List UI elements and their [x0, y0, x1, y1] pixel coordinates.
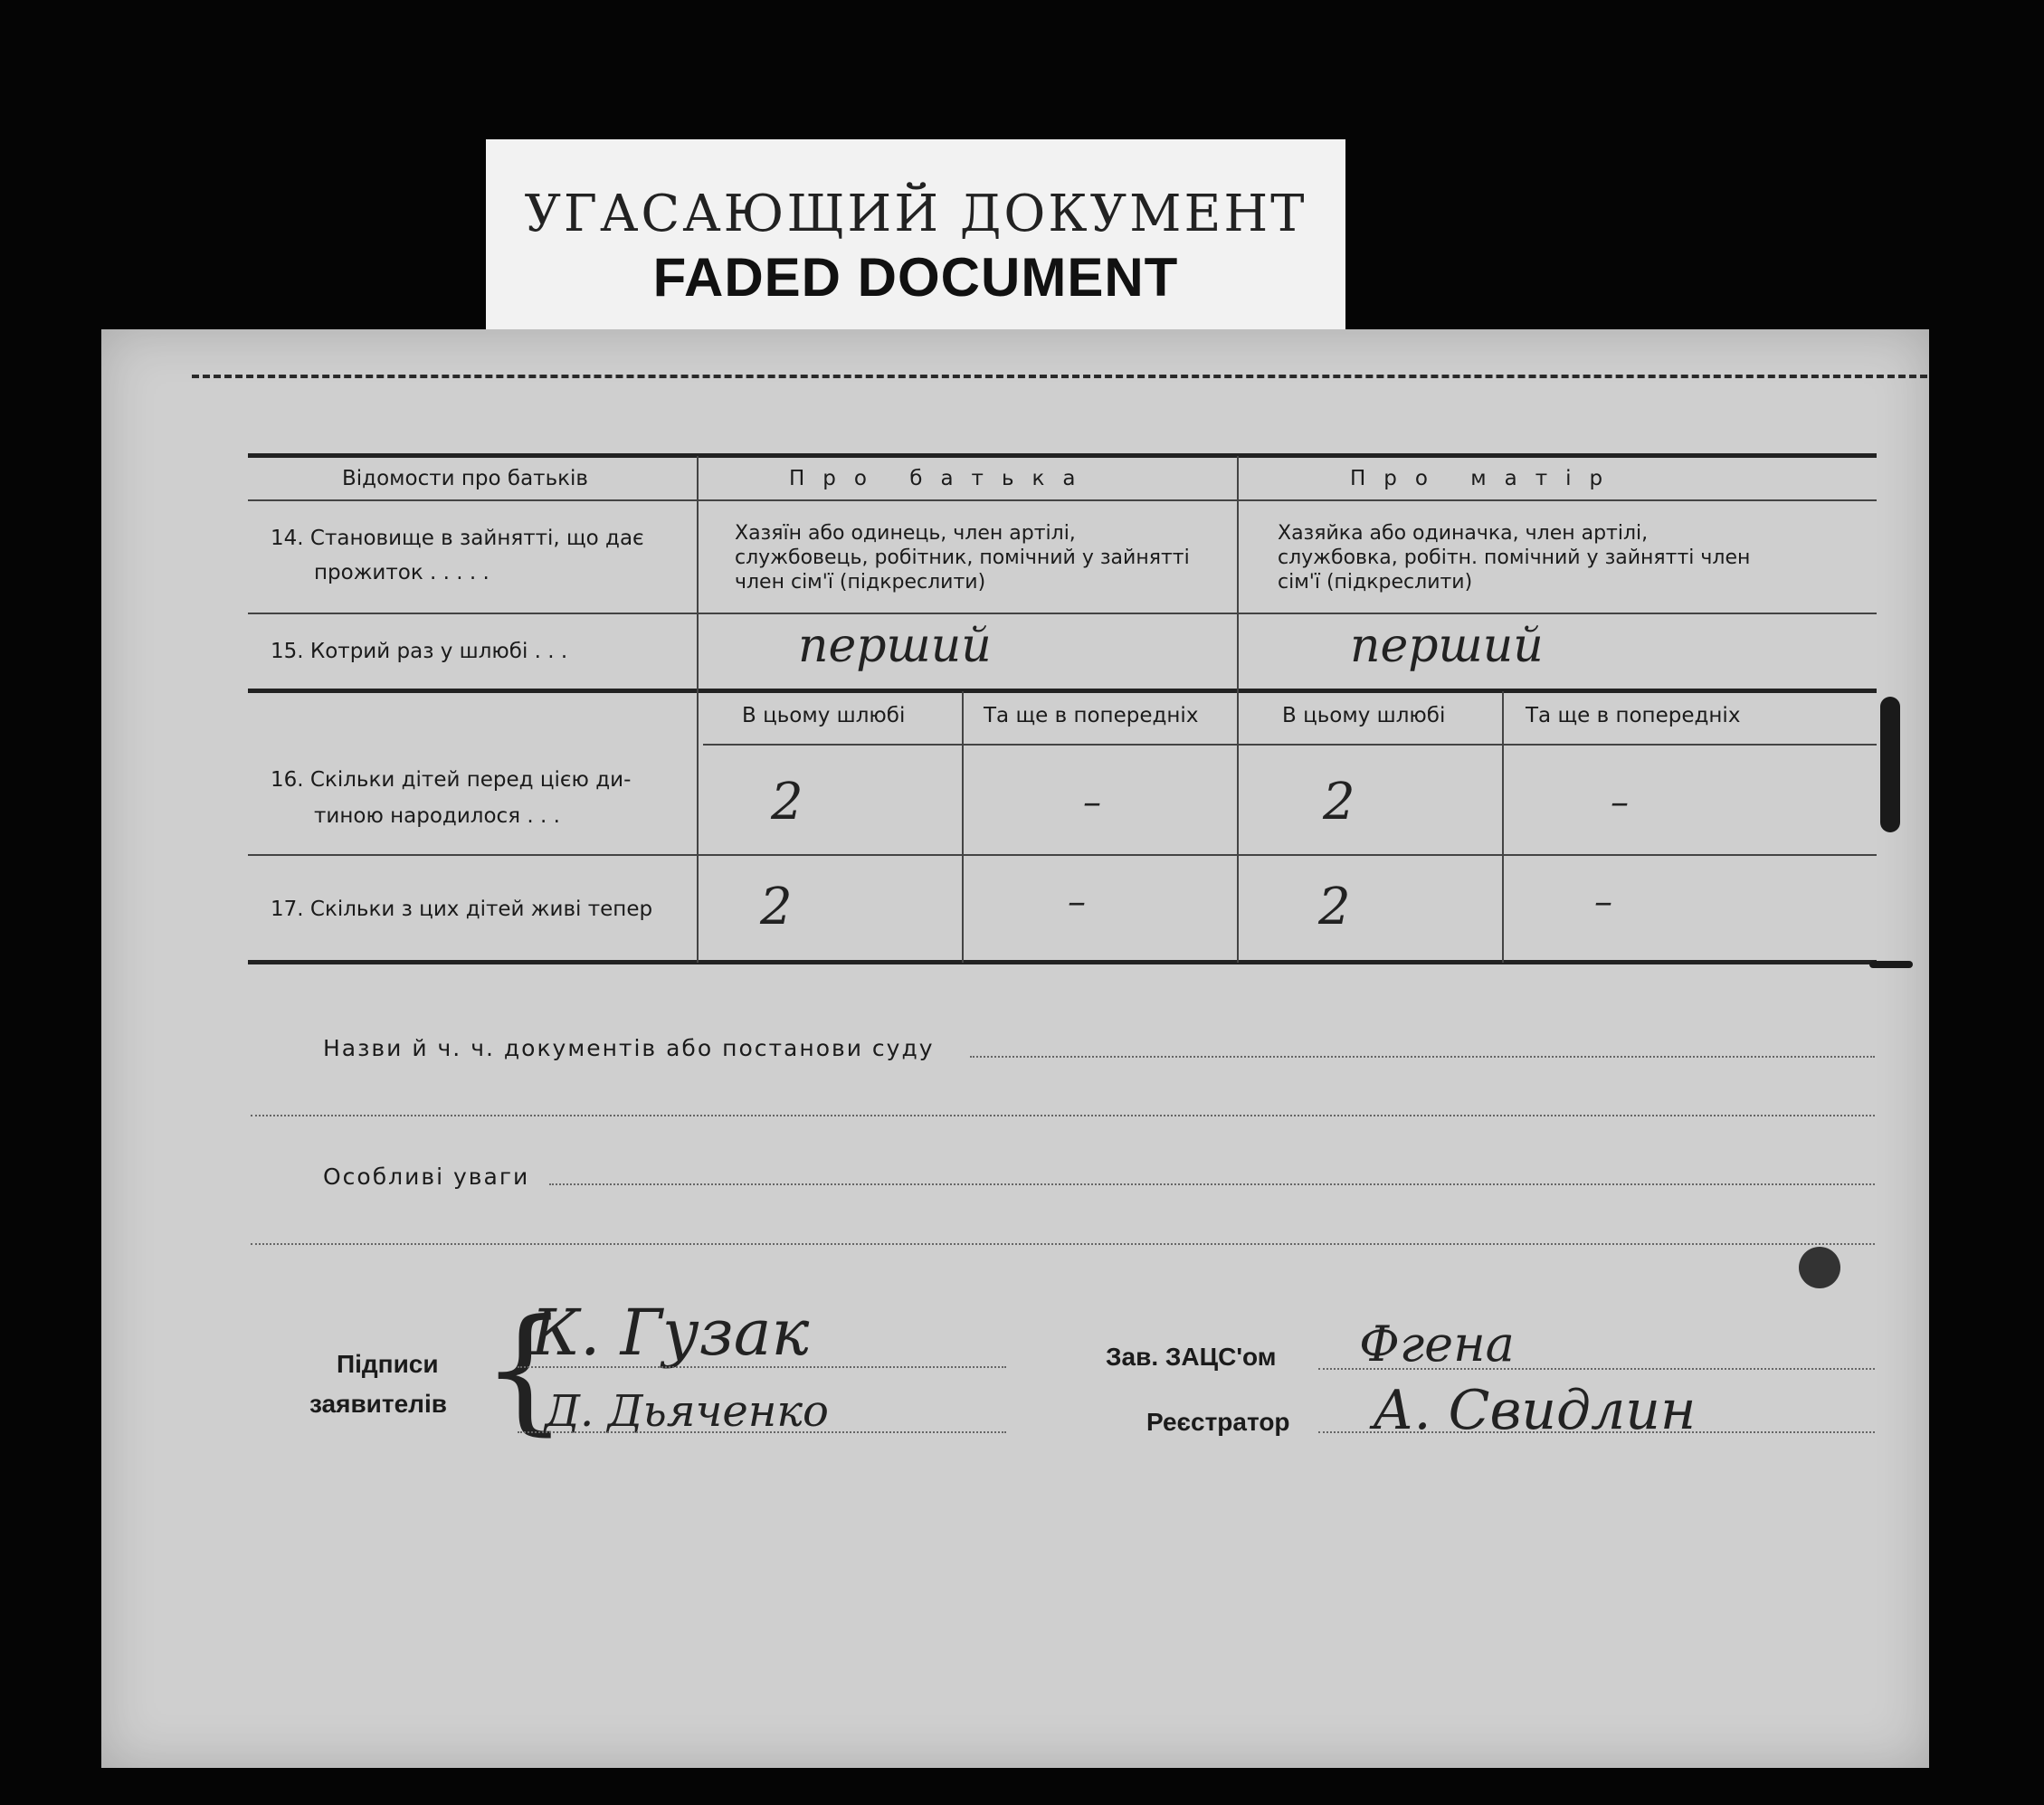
row16-label-line1: 16. Скільки дітей перед цією ди- [271, 768, 632, 792]
faded-document-label [486, 139, 1345, 331]
row16-rule [248, 854, 1877, 856]
documents-line-2 [251, 1115, 1875, 1116]
perforation-line [192, 375, 1927, 378]
documents-line-1 [970, 1056, 1875, 1058]
applicants-brace: { [481, 1291, 568, 1449]
applicants-label-1: Підписи [337, 1350, 439, 1378]
head-of-registry-line [1318, 1368, 1875, 1370]
col-divider-2 [1237, 456, 1239, 963]
registrar-signature: А. Свидлин [1373, 1379, 1697, 1442]
table-top-rule [248, 453, 1877, 458]
applicant-2-signature: Д. Дьяченко [545, 1386, 829, 1437]
column-header-parents: Відомости про батьків [342, 467, 588, 490]
row15-label: 15. Котрий раз у шлюбі . . . [271, 640, 568, 663]
punch-hole [1799, 1247, 1840, 1288]
header-rule [248, 499, 1877, 501]
notes-line-1 [549, 1183, 1875, 1185]
applicant-1-signature: К. Гузак [531, 1296, 810, 1370]
applicants-label-2: заявителів [309, 1390, 447, 1418]
binding-mark-small [1869, 961, 1913, 968]
subheader-mother-this: В цьому шлюбі [1282, 704, 1446, 727]
row15-father-value: перший [798, 619, 992, 673]
column-header-father: Про батька [789, 467, 1094, 490]
row17-father-this: 2 [760, 878, 793, 936]
table-bottom-rule [248, 960, 1877, 964]
label-russian: УГАСАЮЩИЙ ДОКУМЕНТ [524, 185, 1307, 243]
col-divider-3 [962, 691, 964, 963]
col-divider-4 [1502, 691, 1504, 963]
notes-line-2 [251, 1243, 1875, 1245]
row16-label-line2: тиною народилося . . . [314, 804, 560, 828]
registrar-line [1318, 1431, 1875, 1433]
row17-mother-this: 2 [1318, 878, 1351, 936]
subheader-rule [703, 744, 1877, 746]
registry-card [101, 329, 1929, 1768]
row17-label: 17. Скільки з цих дітей живі тепер [271, 898, 653, 921]
row17-father-previous: – [1068, 881, 1086, 923]
row16-mother-previous: – [1611, 782, 1629, 823]
row15-mother-value: перший [1350, 619, 1544, 673]
head-of-registry-signature: Фгена [1359, 1316, 1515, 1373]
subheader-mother-previous: Та ще в попередніх [1526, 704, 1741, 727]
column-header-mother: Про матір [1350, 467, 1621, 490]
notes-label: Особливі уваги [323, 1164, 530, 1190]
row14-label-line2: прожиток . . . . . [314, 561, 490, 584]
subheader-father-this: В цьому шлюбі [742, 704, 906, 727]
registrar-label: Реєстратор [1146, 1408, 1290, 1436]
binding-mark [1880, 697, 1900, 832]
applicant-1-line [518, 1366, 1006, 1368]
row16-mother-this: 2 [1323, 773, 1355, 831]
applicant-2-line [518, 1431, 1006, 1433]
row14-mother-options: Хазяйка або одиначка, член артілі, службовка, робітн. помічний у зайнятті член сім'ї (підкреслити) [1278, 522, 1751, 594]
row17-mother-previous: – [1594, 881, 1612, 923]
label-english: FADED DOCUMENT [652, 247, 1179, 308]
row16-father-previous: – [1083, 782, 1101, 823]
row14-father-options: Хазяїн або одинець, член артілі, службовець, робітник, помічний у зайнятті член сім'ї (підкреслити) [735, 522, 1190, 594]
row14-label-line1: 14. Становище в зайнятті, що дає [271, 527, 644, 550]
head-of-registry-label: Зав. ЗАЦС'ом [1106, 1343, 1277, 1371]
row15-rule [248, 689, 1877, 693]
row14-rule [248, 613, 1877, 614]
col-divider-1 [697, 456, 699, 963]
row16-father-this: 2 [771, 773, 803, 831]
documents-label: Назви й ч. ч. документів або постанови суду [323, 1035, 935, 1061]
subheader-father-previous: Та ще в попередніх [984, 704, 1199, 727]
